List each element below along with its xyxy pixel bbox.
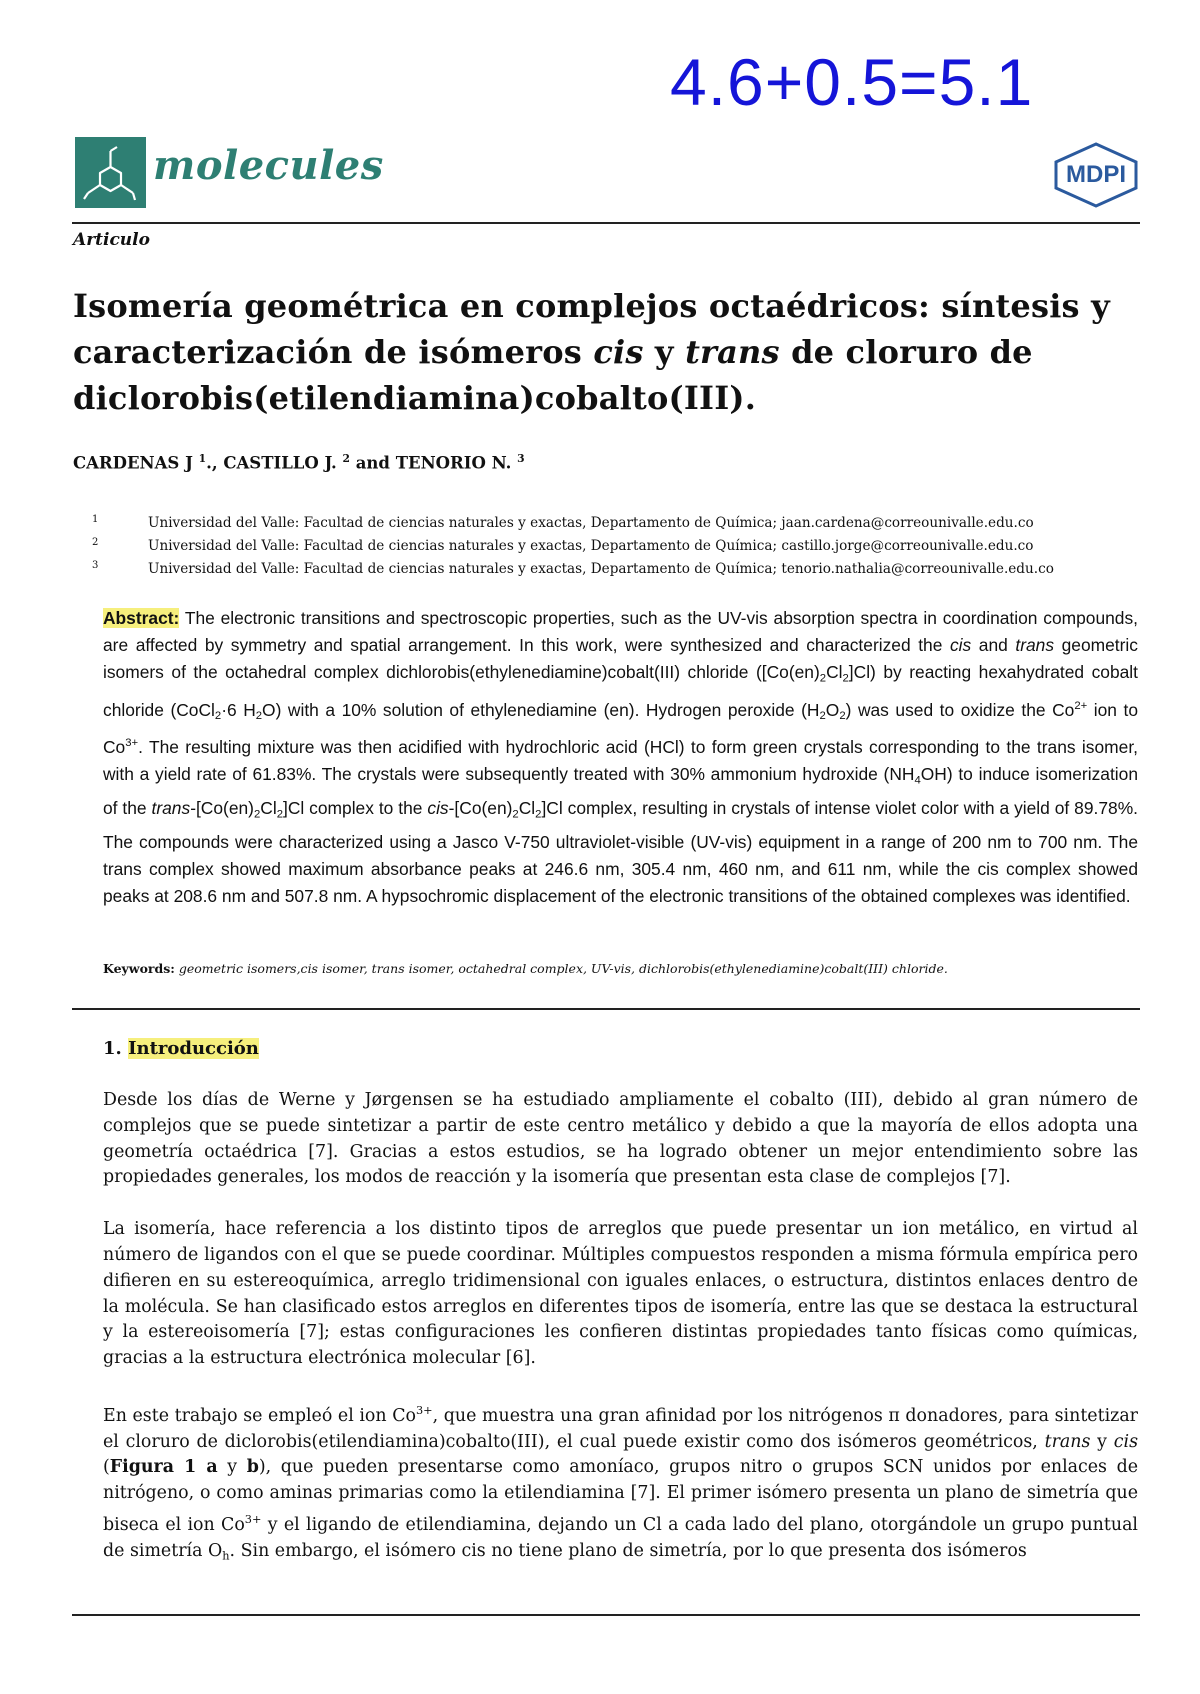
publisher-label: MDPI <box>1066 161 1126 188</box>
header-rule <box>72 222 1140 224</box>
keywords-value: geometric isomers,cis isomer, trans isomer, octahedral complex, UV-vis, dichlorobis(ethylenediamine)cobalt(III) chloride. <box>174 961 948 976</box>
section-body <box>103 1088 1138 1595</box>
abstract-rule <box>72 1008 1140 1010</box>
mdpi-logo-icon <box>1052 142 1140 208</box>
affiliation-1: 1 Universidad del Valle: Facultad de ciencias naturales y exactas, Departamento de Química; jaan.cardena@correounivalle.edu.co <box>92 514 1034 531</box>
body-paragraph-1: Desde los días de Werne y Jørgensen se ha estudiado ampliamente el cobalto (III), debido al gran número de complejos que se puede sintetizar a partir de este centro metálico y debido a que la mayoría de ellos adopta una geometría octaédrica [7]. Gracias a estos estudios, se ha logrado obtener un mejor entendimiento sobre las propiedades generales, los modos de reacción y la isomería que presentan esta clase de complejos [7]. <box>103 1090 1138 1188</box>
body-paragraph-3: En este trabajo se empleó el ion $Co^{3+}$, que muestra una gran afinidad por los nitrógenos π donadores, para sintetizar el cloruro de diclorobis(etilendiamina)cobalto(III), el cual puede existir como dos isómeros geométricos, trans y cis (Figura 1 a y b), que pueden presentarse como amoníaco, grupos nitro o grupos SCN unidos por enlaces de nitrógeno, o como aminas primarias como la etilendiamina [7]. El primer isómero presenta un plano de simetría que biseca el ion $Co^{3+}$ y el ligando de etilendiamina, dejando un Cl a cada lado del plano, otorgándole un grupo puntual de simetría $O_h$. Sin embargo, el isómero cis no tiene plano de simetría, por lo que presenta dos isómeros <box>103 1403 1138 1562</box>
journal-name: molecules <box>153 142 384 189</box>
footer-rule <box>72 1614 1140 1616</box>
abstract-paragraph: Abstract: The electronic transitions and spectroscopic properties, such as the UV-vis absorption spectra in coordination compounds, are affected by symmetry and spatial arrangement. In this work, were synthesized and characterized the cis and trans geometric isomers of the octahedral complex dichlorobis(ethylenediamine)cobalt(III) chloride $([Co(en)_2Cl_2]Cl)$ by reacting hexahydrated cobalt chloride (CoCl$_2$·6 $H_2O$) with a 10% solution of ethylenediamine (en). Hydrogen peroxide $(H_2O_2)$ was used to oxidize the $Co^{2+}$ ion to $Co^{3+}$. The resulting mixture was then acidified with hydrochloric acid (HCl) to form green crystals corresponding to the trans isomer, with a yield rate of 61.83%. The crystals were subsequently treated with 30% ammonium hydroxide $(NH_4OH)$ to induce isomerization of the trans-$[Co(en)_2Cl_2]Cl$ complex to the cis-$[Co(en)_2Cl_2]Cl$ complex, resulting in crystals of intense violet color with a yield of 89.78%. The compounds were characterized using a Jasco V-750 ultraviolet-visible (UV-vis) equipment in a range of 200 nm to 700 nm. The trans complex showed maximum absorbance peaks at 246.6 nm, 305.4 nm, 460 nm, and 611 nm, while the cis complex showed peaks at 208.6 nm and 507.8 nm. A hypsochromic displacement of the electronic transitions of the obtained complexes was identified. <box>103 608 1139 906</box>
affiliations <box>92 512 1054 581</box>
affiliation-3: 3 Universidad del Valle: Facultad de ciencias naturales y exactas, Departamento de Química; tenorio.nathalia@correounivalle.edu.co <box>92 560 1054 577</box>
molecules-logo-icon <box>75 137 146 208</box>
title-line-3: diclorobis(etilendiamina)cobalto(III). <box>73 379 757 417</box>
abstract-label: Abstract: <box>103 608 180 628</box>
title-line-1: Isomería geométrica en complejos octaédricos: síntesis y <box>73 287 1110 325</box>
keywords-label: Keywords: <box>103 961 175 976</box>
body-paragraph-2: La isomería, hace referencia a los distinto tipos de arreglos que puede presentar un ion metálico, en virtud al número de ligandos con el que se puede coordinar. Múltiples compuestos responden a misma fórmula empírica pero difieren en su estereoquímica, arreglo tridimensional con iguales enlaces, o estructura, distintos enlaces dentro de la molécula. Se han clasificado estos arreglos en diferentes tipos de isomería, entre las que se destaca la estructural y la estereoisomería [7]; estas configuraciones les confieren distintas propiedades tanto físicas como químicas, gracias a la estructura electrónica molecular [6]. <box>103 1219 1138 1369</box>
affiliation-2: 2 Universidad del Valle: Facultad de ciencias naturales y exactas, Departamento de Química; castillo.jorge@correounivalle.edu.co <box>92 537 1034 554</box>
title-line-2: caracterización de isómeros cis y trans de cloruro de <box>73 333 1033 371</box>
section-heading: 1. Introducción <box>103 1038 259 1059</box>
paper-title <box>73 283 1133 421</box>
grade-annotation: 4.6+0.5=5.1 <box>670 45 1034 119</box>
article-type: Articulo <box>73 230 150 250</box>
keywords <box>103 961 1143 976</box>
author-list: CARDENAS J $^1$., CASTILLO J. $^2$ and TENORIO N. $^3$ <box>73 452 525 473</box>
